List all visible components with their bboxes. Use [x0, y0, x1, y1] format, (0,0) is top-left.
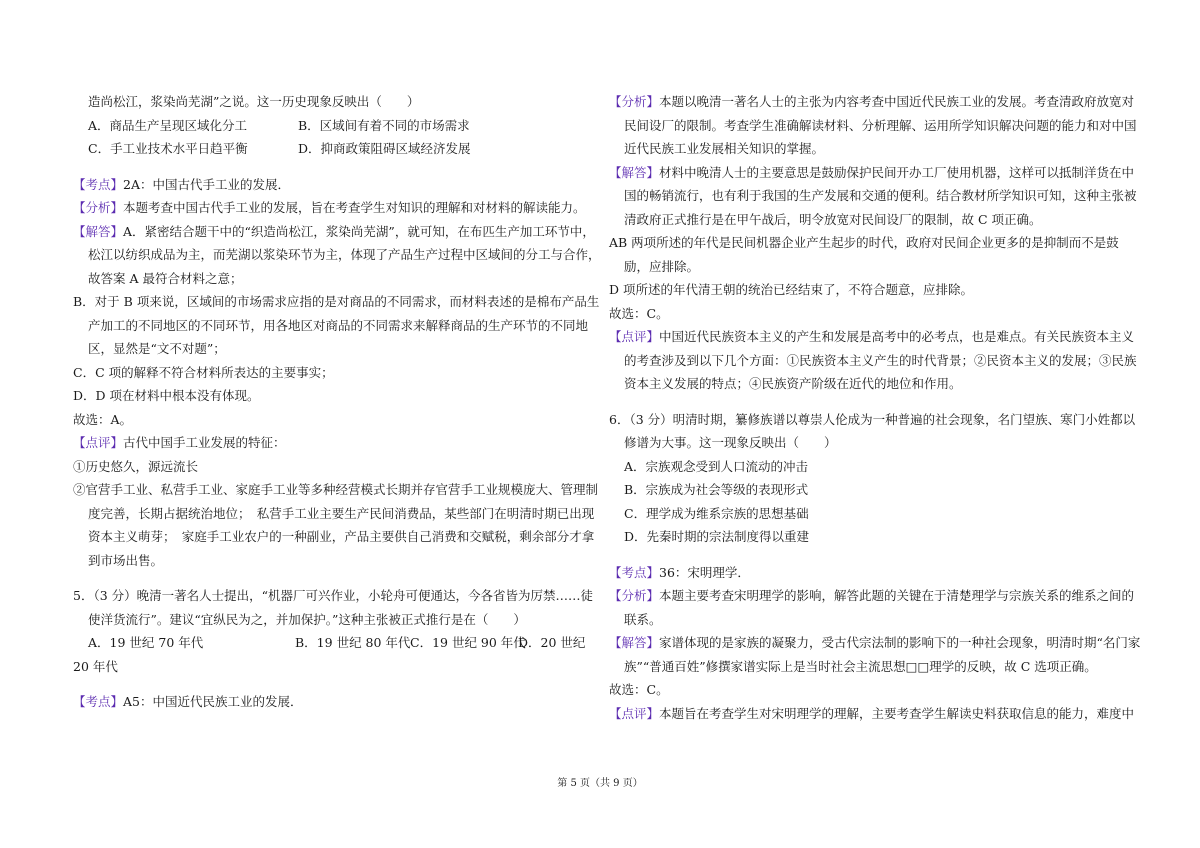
text-line: 资本主义萌芽； 家庭手工业农户的一种副业，产品主要供自己消费和交赋税，剩余部分才拿	[88, 529, 595, 544]
spacer	[73, 161, 593, 173]
text-line: ②官营手工业、私营手工业、家庭手工业等多种经营模式长期并存官营手工业规模庞大、管理制	[73, 482, 599, 497]
text-line: 使洋货流行”。建议“宜纵民为之，并加保护。”这种主张被正式推行是在（ ）	[88, 611, 526, 627]
text-line: B．对于 B 项来说，区域间的市场需求应指的是对商品的不同需求，而材料表述的是棉布产品生	[73, 294, 600, 309]
q5-stem: 5．（3 分）晚清一著名人士提出，“机器厂可兴作业，小轮舟可便通达，今各省皆为厉禁……徒	[73, 588, 594, 603]
q6-dianping: 【点评】本题旨在考查学生对宋明理学的理解，主要考查学生解读史料获取信息的能力，难度中	[609, 705, 1135, 721]
fenxi-label: 【分析】	[73, 200, 124, 215]
q5-jieda: 【解答】材料中晚清人士的主要意思是鼓励保护民间开办工厂使用机器，这样可以抵制洋货在中	[609, 164, 1135, 180]
spacer	[73, 678, 593, 690]
right-column	[609, 90, 1141, 725]
text-line: 故答案 A 最符合材料之意；	[88, 270, 243, 286]
kaodian-label: 【考点】	[609, 564, 660, 580]
q6-stem: 6．（3 分）明清时期，纂修族谱以尊崇人伦成为一种普遍的社会现象，名门望族、寒门小姓都以	[609, 411, 1136, 427]
q5-fenxi: 【分析】本题以晚清一著名人士的主张为内容考查中国近代民族工业的发展。考查清政府放宽对	[609, 94, 1135, 109]
q4-option-d: D．抑商政策阻碍区域经济发展	[298, 141, 471, 156]
q5-answer: 故选：C。	[609, 305, 669, 321]
q6-option-a: A．宗族观念受到人口流动的冲击	[624, 458, 809, 474]
q6-option-b: B．宗族成为社会等级的表现形式	[624, 482, 809, 497]
text-line: 产加工的不同地区的不同环节，用各地区对商品的不同需求来解释商品的生产环节的不同地	[88, 317, 589, 333]
q6-option-d: D．先秦时期的宗法制度得以重建	[624, 529, 810, 544]
q4-options-row-2	[73, 137, 593, 161]
q5-option-a: A．19 世纪 70 年代	[88, 635, 204, 650]
dianping-label: 【点评】	[73, 435, 124, 450]
q5-option-c: C．19 世纪 90 年代	[410, 635, 526, 650]
q6-jieda: 【解答】家谱体现的是家族的凝聚力，受古代宗法制的影响下的一种社会现象，明清时期“名门家	[609, 635, 1141, 650]
text-line: AB 两项所述的年代是民间机器企业产生起步的时代，政府对民间企业更多的是抑制而不是鼓	[609, 235, 1119, 250]
q5-dianping: 【点评】中国近代民族资本主义的产生和发展是高考中的必考点，也是难点。有关民族资本主义	[609, 329, 1135, 344]
text-line: 民间设厂的限制。考查学生准确解读材料、分析理解、运用所学知识解决问题的能力和对中国	[624, 117, 1137, 133]
fenxi-label: 【分析】	[609, 94, 660, 109]
text-line: 度完善，长期占据统治地位； 私营手工业主要生产民间消费品，某些部门在明清时期已出现	[88, 505, 595, 521]
dianping-label: 【点评】	[609, 705, 660, 721]
spacer	[73, 572, 593, 584]
text-line: 国的畅销流行，也有利于我国的生产发展和交通的便利。结合教材所学知识可知，这种主张被	[624, 188, 1137, 203]
text-line: 近代民族工业发展相关知识的掌握。	[624, 141, 825, 156]
q4-jieda: 【解答】A．紧密结合题干中的“织造尚松江，浆染尚芜湖”，就可知，在布匹生产加工环节中，	[73, 223, 595, 239]
q4-dianping: 【点评】古代中国手工业发展的特征：	[73, 435, 286, 450]
q5-options	[73, 631, 593, 655]
q4-option-c: C．手工业技术水平日趋平衡	[88, 141, 248, 156]
dianping-label: 【点评】	[609, 329, 660, 344]
q4-option-a: A．商品生产呈现区域化分工	[88, 117, 248, 133]
jieda-label: 【解答】	[609, 635, 660, 650]
text-line: C．C 项的解释不符合材料所表达的主要事实；	[73, 364, 334, 380]
q4-fenxi: 【分析】本题考查中国古代手工业的发展，旨在考查学生对知识的理解和对材料的解读能力。	[73, 200, 586, 215]
text-line: D．D 项在材料中根本没有体现。	[73, 388, 260, 403]
text-line: D 项所述的年代清王朝的统治已经结束了，不符合题意，应排除。	[609, 282, 973, 297]
text-line: 区，显然是“文不对题”；	[88, 341, 226, 356]
text-line: 联系。	[624, 611, 662, 627]
q4-stem-tail: 造尚松江，浆染尚芜湖”之说。这一历史现象反映出（ ）	[88, 94, 420, 109]
page-footer: 第 5 页（共 9 页）	[557, 778, 643, 789]
kaodian-label: 【考点】	[73, 176, 124, 192]
text-line: 励，应排除。	[624, 258, 700, 274]
q4-kaodian: 【考点】2A：中国古代手工业的发展．	[73, 176, 290, 192]
text-line: 的考查涉及到以下几个方面：①民族资本主义产生的时代背景；②民资本主义的发展；③民族	[624, 352, 1137, 368]
q4-option-b: B．区域间有着不同的市场需求	[298, 117, 470, 133]
fenxi-label: 【分析】	[609, 588, 660, 603]
q5-option-d: D．20 世纪	[518, 635, 586, 650]
jieda-label: 【解答】	[609, 164, 660, 180]
text-line: ①历史悠久，源远流长	[73, 458, 199, 474]
left-column	[73, 90, 601, 714]
text-line: 资本主义发展的特点；④民族资产阶级在近代的地位和作用。	[624, 376, 962, 391]
text-line: 修谱为大事。这一现象反映出（ ）	[624, 435, 837, 450]
text-line: 到市场出售。	[88, 552, 164, 568]
kaodian-label: 【考点】	[73, 694, 124, 709]
spacer	[609, 396, 1134, 408]
q4-answer: 故选：A。	[73, 411, 133, 427]
q6-fenxi: 【分析】本题主要考查宋明理学的影响，解答此题的关键在于清楚理学与宗族关系的维系之间的	[609, 588, 1135, 603]
q5-option-b: B．19 世纪 80 年代	[295, 635, 411, 650]
q5-option-d-tail: 20 年代	[73, 658, 118, 674]
spacer	[609, 549, 1134, 561]
text-line: 清政府正式推行是在甲午战后，明令放宽对民间设厂的限制，故 C 项正确。	[624, 211, 1042, 227]
q6-answer: 故选：C。	[609, 682, 669, 697]
text-line: 族”“普通百姓”修撰家谱实际上是当时社会主流思想□□理学的反映，故 C 选项正确。	[624, 658, 1097, 674]
text-line: 松江以纺织成品为主，而芜湖以浆染环节为主，体现了产品生产过程中区域间的分工与合作，	[88, 247, 601, 262]
jieda-label: 【解答】	[73, 223, 124, 239]
q4-options-row-1	[73, 114, 593, 138]
q5-kaodian: 【考点】A5：中国近代民族工业的发展．	[73, 694, 303, 709]
q6-option-c: C．理学成为维系宗族的思想基础	[624, 505, 809, 521]
q6-kaodian: 【考点】36：宋明理学．	[609, 564, 750, 580]
